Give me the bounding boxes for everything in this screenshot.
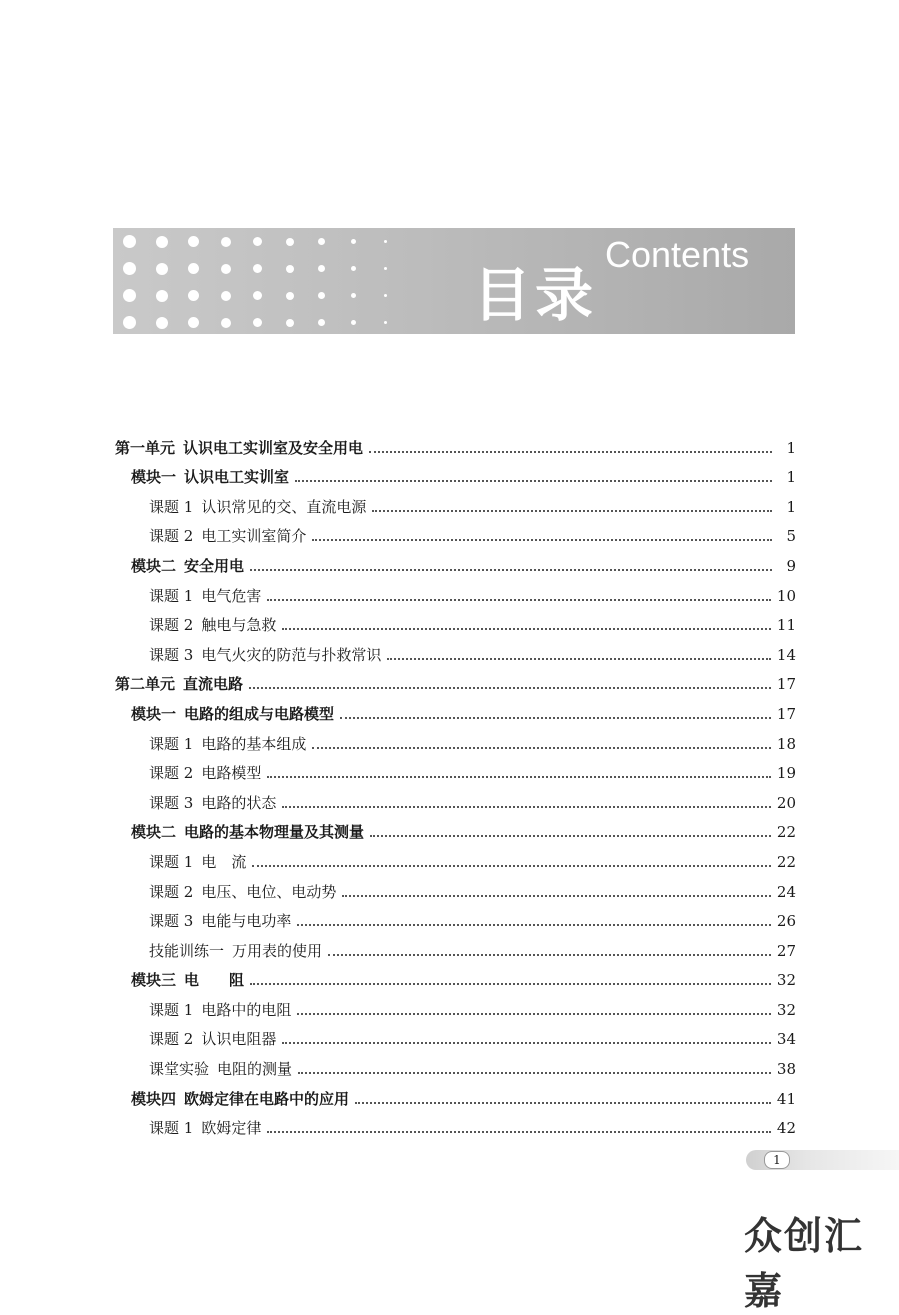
toc-entry-page: 27 <box>776 941 796 960</box>
toc-dot-leader <box>267 776 771 778</box>
toc-entry-title: 认识电阻器 <box>201 1030 277 1049</box>
toc-entry-number: 课题 1 <box>149 734 194 753</box>
toc-entry-number: 课堂实验 <box>149 1060 210 1079</box>
toc-dot-leader <box>342 895 771 897</box>
toc-entry-title: 安全用电 <box>184 556 245 575</box>
toc-entry[interactable] <box>115 635 796 665</box>
decorative-dot <box>188 317 199 328</box>
toc-entry-page: 5 <box>786 527 796 546</box>
page-title: 目录 <box>473 261 598 329</box>
toc-entry-number: 模块三 <box>131 971 177 990</box>
decorative-dot <box>188 236 199 247</box>
toc-entry-number: 课题 1 <box>149 497 194 516</box>
toc-entry-page: 20 <box>776 793 796 812</box>
toc-entry[interactable] <box>115 458 796 488</box>
toc-entry-title: 电阻的测量 <box>217 1060 293 1079</box>
toc-entry-number: 课题 1 <box>149 852 194 871</box>
decorative-dot <box>384 240 387 243</box>
toc-entry-number: 第二单元 <box>115 675 176 694</box>
decorative-dot <box>318 319 325 326</box>
toc-entry-number: 课题 2 <box>149 527 194 546</box>
decorative-dot <box>156 263 168 275</box>
toc-entry[interactable] <box>115 1079 796 1109</box>
toc-entry-number: 课题 2 <box>149 764 194 783</box>
decorative-dot <box>286 292 294 300</box>
toc-entry-page: 18 <box>776 734 796 753</box>
toc-entry-title: 电 阻 <box>184 971 245 990</box>
decorative-dot <box>221 318 231 328</box>
decorative-dot <box>123 316 136 329</box>
page-subtitle: Contents <box>605 234 750 275</box>
toc-dot-leader <box>297 924 771 926</box>
toc-entry-number: 课题 2 <box>149 1030 194 1049</box>
decorative-dot <box>188 290 199 301</box>
toc-entry-number: 模块二 <box>131 823 177 842</box>
toc-entry[interactable] <box>115 872 796 902</box>
decorative-dot <box>286 265 294 273</box>
toc-entry-title: 电路的组成与电路模型 <box>184 704 335 723</box>
decorative-dot <box>156 236 168 248</box>
toc-entry-number: 模块一 <box>131 468 177 487</box>
toc-entry-number: 模块四 <box>131 1089 177 1108</box>
toc-entry[interactable] <box>115 1109 796 1139</box>
decorative-dot <box>221 264 231 274</box>
toc-entry-title: 电气火灾的防范与扑救常识 <box>201 645 382 664</box>
decorative-dot <box>156 317 168 329</box>
toc-entry-title: 欧姆定律在电路中的应用 <box>184 1089 350 1108</box>
toc-entry[interactable] <box>115 576 796 606</box>
toc-entry[interactable] <box>115 517 796 547</box>
toc-entry-page: 14 <box>776 645 796 664</box>
toc-entry-title: 电路的状态 <box>201 793 277 812</box>
decorative-dot <box>286 238 294 246</box>
toc-entry-number: 课题 1 <box>149 586 194 605</box>
toc-dot-leader <box>340 717 771 719</box>
toc-entry-page: 22 <box>776 823 796 842</box>
toc-entry-page: 32 <box>776 1000 796 1019</box>
toc-entry-title: 电路的基本物理量及其测量 <box>184 823 365 842</box>
decorative-dot <box>351 266 356 271</box>
toc-dot-leader <box>249 687 771 689</box>
toc-entry[interactable] <box>115 487 796 517</box>
toc-entry-page: 41 <box>776 1089 796 1108</box>
toc-dot-leader <box>267 599 771 601</box>
watermark-logo: 众创汇嘉 <box>744 1214 865 1313</box>
decorative-dot <box>123 262 136 275</box>
toc-entry-title: 电路中的电阻 <box>201 1000 292 1019</box>
toc-dot-leader <box>250 569 772 571</box>
toc-dot-leader <box>312 747 771 749</box>
contents-banner <box>113 228 795 334</box>
decorative-dot <box>253 237 262 246</box>
toc-entry[interactable] <box>115 754 796 784</box>
toc-entry-number: 模块一 <box>131 704 177 723</box>
table-of-contents <box>115 428 796 1138</box>
toc-entry-title: 电路模型 <box>201 764 262 783</box>
toc-entry-page: 17 <box>776 704 796 723</box>
decorative-dot <box>351 293 356 298</box>
decorative-dot <box>286 319 294 327</box>
toc-entry-title: 认识电工实训室及安全用电 <box>183 438 364 457</box>
decorative-dot <box>253 318 262 327</box>
toc-entry-page: 24 <box>776 882 796 901</box>
toc-entry-number: 课题 3 <box>149 793 194 812</box>
toc-entry-page: 11 <box>776 616 796 635</box>
toc-dot-leader <box>355 1102 771 1104</box>
decorative-dot <box>123 289 136 302</box>
toc-entry-page: 32 <box>776 971 796 990</box>
toc-entry-page: 22 <box>776 852 796 871</box>
toc-dot-leader <box>370 835 771 837</box>
toc-entry-number: 课题 3 <box>149 645 194 664</box>
toc-dot-leader <box>250 983 771 985</box>
decorative-dot <box>123 235 136 248</box>
toc-entry-number: 模块二 <box>131 556 177 575</box>
toc-dot-leader <box>369 451 772 453</box>
toc-dot-leader <box>267 1131 771 1133</box>
decorative-dot <box>384 294 387 297</box>
toc-entry[interactable] <box>115 694 796 724</box>
toc-entry-title: 电工实训室简介 <box>201 527 307 546</box>
toc-entry[interactable] <box>115 842 796 872</box>
toc-dot-leader <box>295 480 772 482</box>
toc-dot-leader <box>282 806 771 808</box>
decorative-dot <box>156 290 168 302</box>
decorative-dot <box>384 321 387 324</box>
decorative-dot <box>351 239 356 244</box>
toc-dot-leader <box>312 539 772 541</box>
toc-entry-title: 电压、电位、电动势 <box>201 882 337 901</box>
toc-entry-page: 10 <box>776 586 796 605</box>
decorative-dot <box>253 264 262 273</box>
toc-entry-title: 认识电工实训室 <box>184 468 290 487</box>
toc-entry-title: 认识常见的交、直流电源 <box>201 497 367 516</box>
toc-entry-page: 9 <box>786 556 796 575</box>
toc-entry-title: 电气危害 <box>201 586 262 605</box>
decorative-dot <box>318 292 325 299</box>
toc-dot-leader <box>282 628 771 630</box>
toc-entry-page: 34 <box>776 1030 796 1049</box>
toc-entry-title: 欧姆定律 <box>201 1119 262 1138</box>
toc-entry-title: 触电与急救 <box>201 616 277 635</box>
toc-entry-page: 38 <box>776 1060 796 1079</box>
toc-entry-page: 17 <box>776 675 796 694</box>
toc-entry[interactable] <box>115 428 796 458</box>
toc-entry-number: 课题 2 <box>149 616 194 635</box>
decorative-dot <box>318 238 325 245</box>
toc-dot-leader <box>297 1013 771 1015</box>
toc-entry-page: 1 <box>786 438 796 457</box>
toc-entry-title: 电 流 <box>201 852 247 871</box>
toc-entry-number: 课题 2 <box>149 882 194 901</box>
toc-entry-page: 1 <box>786 468 796 487</box>
toc-entry-page: 42 <box>776 1119 796 1138</box>
decorative-dot <box>253 291 262 300</box>
toc-dot-leader <box>298 1072 771 1074</box>
decorative-dot <box>221 237 231 247</box>
decorative-dot <box>351 320 356 325</box>
toc-entry-title: 直流电路 <box>183 675 244 694</box>
toc-entry[interactable] <box>115 813 796 843</box>
toc-entry[interactable] <box>115 724 796 754</box>
toc-entry[interactable] <box>115 931 796 961</box>
toc-entry[interactable] <box>115 1020 796 1050</box>
toc-dot-leader <box>372 510 772 512</box>
toc-entry-title: 电能与电功率 <box>201 912 292 931</box>
toc-entry-page: 1 <box>786 497 796 516</box>
toc-entry-number: 课题 1 <box>149 1119 194 1138</box>
toc-entry-page: 26 <box>776 912 796 931</box>
toc-entry-title: 万用表的使用 <box>232 941 323 960</box>
toc-dot-leader <box>387 658 771 660</box>
toc-entry-title: 电路的基本组成 <box>201 734 307 753</box>
page-number-badge <box>746 1150 899 1170</box>
toc-entry[interactable] <box>115 606 796 636</box>
toc-entry[interactable] <box>115 1049 796 1079</box>
toc-dot-leader <box>252 865 771 867</box>
toc-entry-number: 第一单元 <box>115 438 176 457</box>
page-number: 1 <box>764 1151 790 1169</box>
decorative-dot <box>221 291 231 301</box>
toc-entry[interactable] <box>115 990 796 1020</box>
decorative-dot <box>188 263 199 274</box>
toc-entry-page: 19 <box>776 764 796 783</box>
toc-entry-number: 课题 1 <box>149 1000 194 1019</box>
toc-entry-number: 技能训练一 <box>149 941 225 960</box>
toc-entry[interactable] <box>115 546 796 576</box>
toc-entry[interactable] <box>115 665 796 695</box>
decorative-dot <box>384 267 387 270</box>
toc-dot-leader <box>328 954 771 956</box>
toc-entry[interactable] <box>115 902 796 932</box>
toc-entry-number: 课题 3 <box>149 912 194 931</box>
toc-dot-leader <box>282 1042 771 1044</box>
toc-entry[interactable] <box>115 961 796 991</box>
decorative-dot <box>318 265 325 272</box>
toc-entry[interactable] <box>115 783 796 813</box>
